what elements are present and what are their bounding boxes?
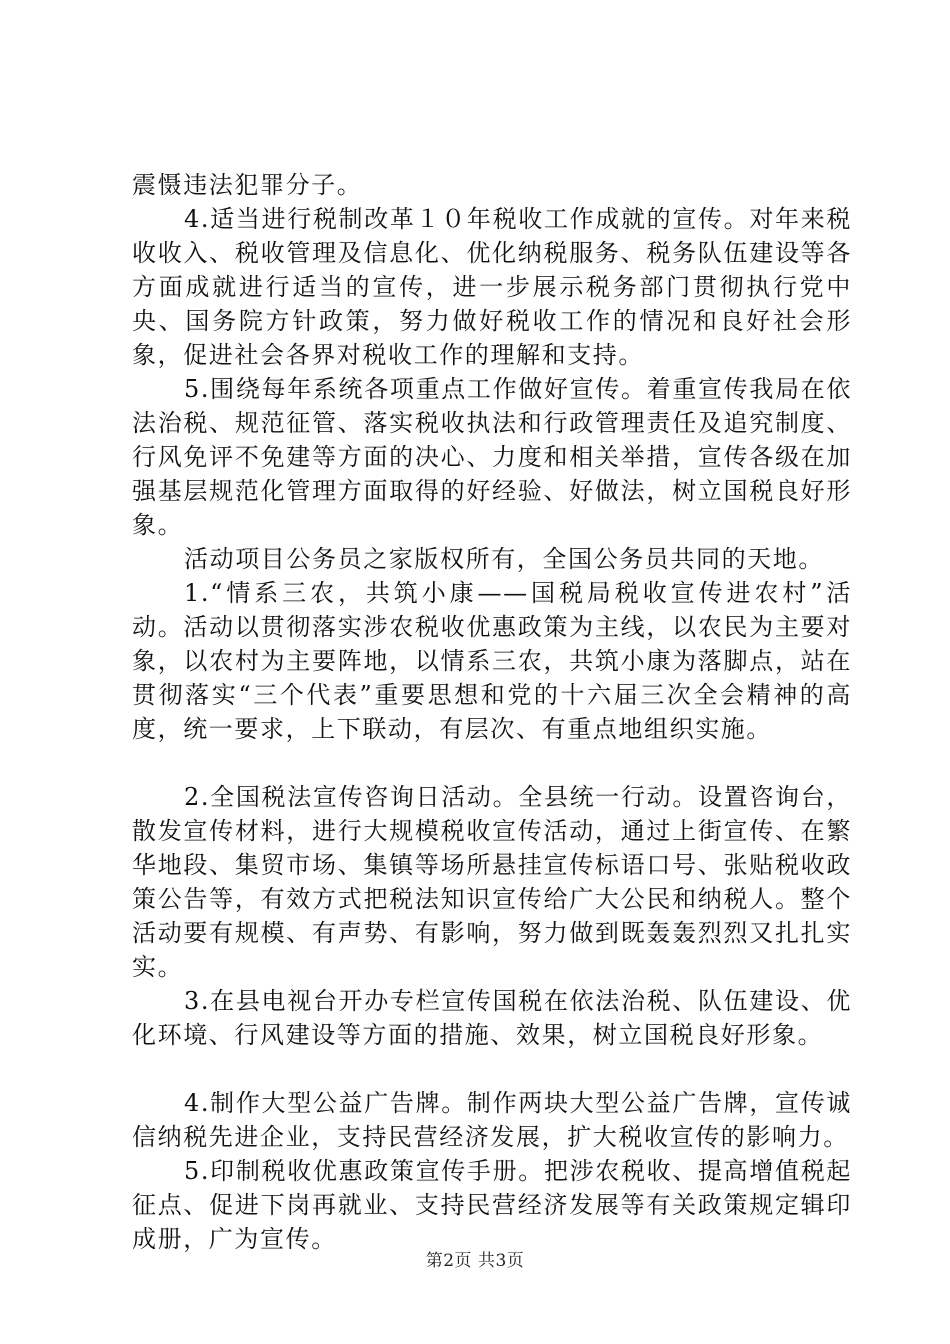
paragraph-activity-4-billboard: 4.制作大型公益广告牌。制作两块大型公益广告牌，宣传诚信纳税先进企业，支持民营经济发展，扩大税收宣传的影响力。 (132, 1089, 852, 1151)
paragraph-item-5-key-work: 5.围绕每年系统各项重点工作做好宣传。着重宣传我局在依法治税、规范征管、落实税收执法和行政管理责任及追究制度、行风免评不免建等方面的决心、力度和相关举措，宣传各级在加强基层规范化管理方面取得的好经验、好做法，树立国税良好形象。 (132, 375, 852, 539)
paragraph-activity-1-rural: 1.“情系三农，共筑小康——国税局税收宣传进农村”活动。活动以贯彻落实涉农税收优惠政策为主线，以农民为主要对象，以农村为主要阵地，以情系三农，共筑小康为落脚点，站在贯彻落实“三个代表”重要思想和党的十六届三次全会精神的高度，统一要求，上下联动，有层次、有重点地组织实施。 (132, 579, 852, 743)
paragraph-continuation: 震慑违法犯罪分子。 (132, 171, 363, 199)
document-body (132, 168, 852, 1256)
page-number-indicator: 第2页 共3页 (425, 1251, 525, 1271)
paragraph-item-4-tax-reform: 4.适当进行税制改革１０年税收工作成就的宣传。对年来税收收入、税收管理及信息化、优化纳税服务、税务队伍建设等各方面成就进行适当的宣传，进一步展示税务部门贯彻执行党中央、国务院方针政策，努力做好税收工作的情况和良好社会形象，促进社会各界对税收工作的理解和支持。 (132, 205, 852, 369)
paragraph-activity-3-tv-column: 3.在县电视台开办专栏宣传国税在依法治税、队伍建设、优化环境、行风建设等方面的措施、效果，树立国税良好形象。 (132, 987, 852, 1049)
paragraph-activity-2-consult-day: 2.全国税法宣传咨询日活动。全县统一行动。设置咨询台，散发宣传材料，进行大规模税收宣传活动，通过上街宣传、在繁华地段、集贸市场、集镇等场所悬挂宣传标语口号、张贴税收政策公告等，有效方式把税法知识宣传给广大公民和纳税人。整个活动要有规模、有声势、有影响，努力做到既轰轰烈烈又扎扎实实。 (132, 783, 852, 981)
page-footer (0, 1246, 950, 1271)
paragraph-activity-5-handbook: 5.印制税收优惠政策宣传手册。把涉农税收、提高增值税起征点、促进下岗再就业、支持民营经济发展等有关政策规定辑印成册，广为宣传。 (132, 1157, 852, 1253)
paragraph-activity-heading: 活动项目公务员之家版权所有，全国公务员共同的天地。 (184, 545, 824, 573)
